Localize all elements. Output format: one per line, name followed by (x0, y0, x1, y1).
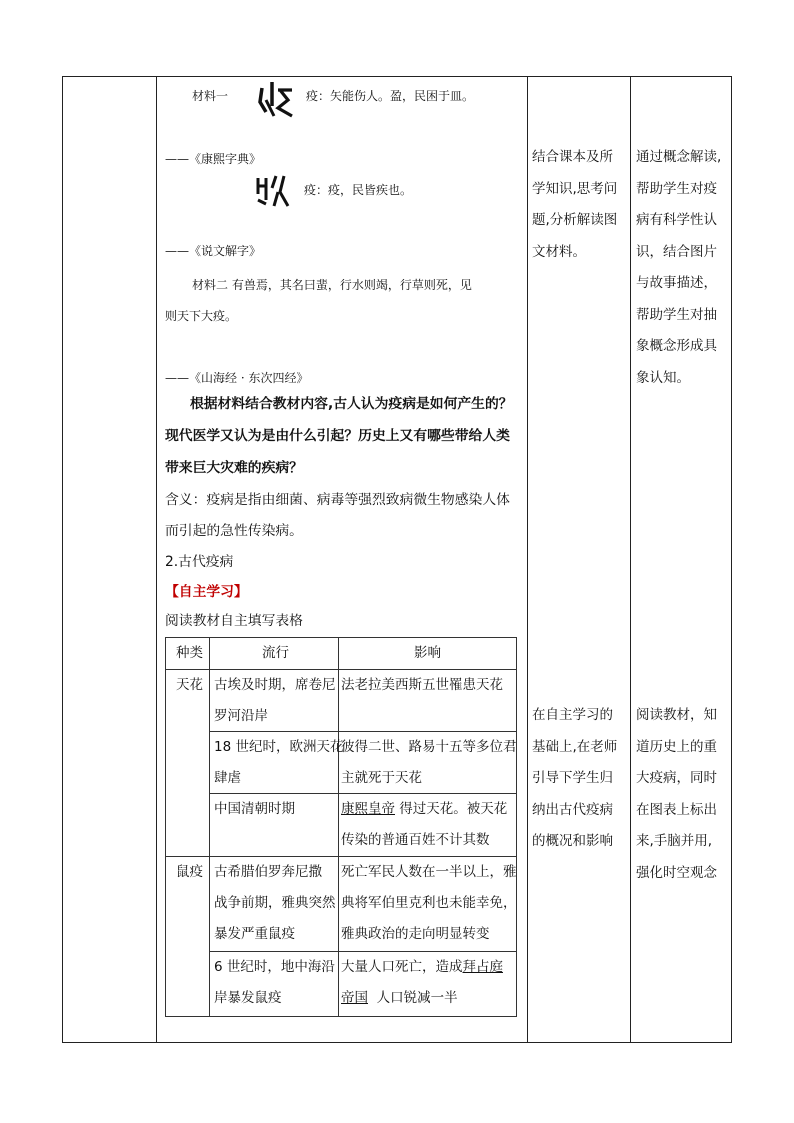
table-header: 影响 (414, 645, 441, 661)
material1-source: ——《康熙字典》 (165, 152, 262, 166)
table-header: 种类 (176, 645, 203, 661)
table-cell-impact: 彼得二世、路易十五等多位君 主就死于天花 (341, 739, 517, 786)
student-activity-part1: 结合课本及所 学知识,思考问 题,分析解读图 文材料。 (532, 149, 618, 260)
ancient-character-glyph (256, 78, 298, 120)
table-cell-spread: 古希腊伯罗奔尼撒 战争前期，雅典突然 暴发严重鼠疫 (214, 864, 336, 942)
ancient-character-glyph (254, 170, 294, 210)
section-title: 2.古代疫病 (165, 554, 234, 570)
question-line3: 带来巨大灾难的疾病？ (165, 460, 303, 476)
table-header: 流行 (262, 645, 289, 661)
section-instruction: 阅读教材自主填写表格 (165, 613, 303, 629)
table-cell-impact: 康熙皇帝 得过天花。被天花 传染的普通百姓不计其数 (341, 801, 508, 848)
question-line2: 现代医学又认为是由什么引起？历史上又有哪些带给人类 (165, 428, 510, 444)
table-cell-impact: 法老拉美西斯五世罹患天花 (341, 677, 503, 693)
table-cell-spread: 古埃及时期，席卷尼 罗河沿岸 (214, 677, 336, 724)
material2-source: ——《山海经 · 东次四经》 (165, 371, 309, 385)
epidemic-table (165, 637, 517, 1017)
student-activity-part2: 在自主学习的 基础上,在老师 引导下学生归 纳出古代疫病 的概况和影响 (532, 707, 618, 849)
material2-line1: 材料二 有兽焉，其名曰蜚，行水则竭，行草则死，见 (192, 278, 472, 292)
column-divider (156, 76, 157, 1043)
table-cell-impact: 死亡军民人数在一半以上，雅 典将军伯里克利也未能幸免， 雅典政治的走向明显转变 (341, 864, 517, 942)
material1-text: 疫：矢能伤人。盈，民困于皿。 (306, 89, 475, 103)
table-cell-kind: 鼠疫 (176, 864, 203, 880)
material2-line2: 则天下大疫。 (165, 309, 238, 323)
underlined-answer: 康熙皇帝 (341, 801, 395, 817)
table-cell-spread: 中国清朝时期 (214, 801, 295, 817)
table-cell-spread: 6 世纪时，地中海沿 岸暴发鼠疫 (214, 959, 335, 1006)
column-divider (527, 76, 528, 1043)
design-intent-part2: 阅读教材，知 道历史上的重 大疫病，同时 在图表上标出 来,手脑并用, 强化时空观念 (636, 707, 717, 881)
table-cell-kind: 天花 (176, 677, 203, 693)
table-cell-impact: 大量人口死亡，造成拜占庭 帝国 人口锐减一半 (341, 959, 503, 1006)
material1-label: 材料一 (192, 89, 229, 103)
definition-line2: 而引起的急性传染病。 (165, 523, 303, 539)
underlined-answer: 帝国 (341, 990, 368, 1006)
design-intent-part1: 通过概念解读, 帮助学生对疫 病有科学性认 识，结合图片 与故事描述， 帮助学生对抽 象概念形成具 象认知。 (636, 149, 722, 386)
material1b-text: 疫：疫，民皆疾也。 (304, 183, 413, 197)
self-study-tag: 【自主学习】 (165, 584, 248, 600)
table-cell-spread: 18 世纪时，欧洲天花 肆虐 (214, 739, 344, 786)
question-line1: 根据材料结合教材内容,古人认为疫病是如何产生的？ (190, 396, 513, 412)
material1b-source: ——《说文解字》 (165, 244, 262, 258)
column-divider (630, 76, 631, 1043)
definition-line1: 含义：疫病是指由细菌、病毒等强烈致病微生物感染人体 (165, 492, 510, 508)
underlined-answer: 拜占庭 (462, 959, 503, 975)
